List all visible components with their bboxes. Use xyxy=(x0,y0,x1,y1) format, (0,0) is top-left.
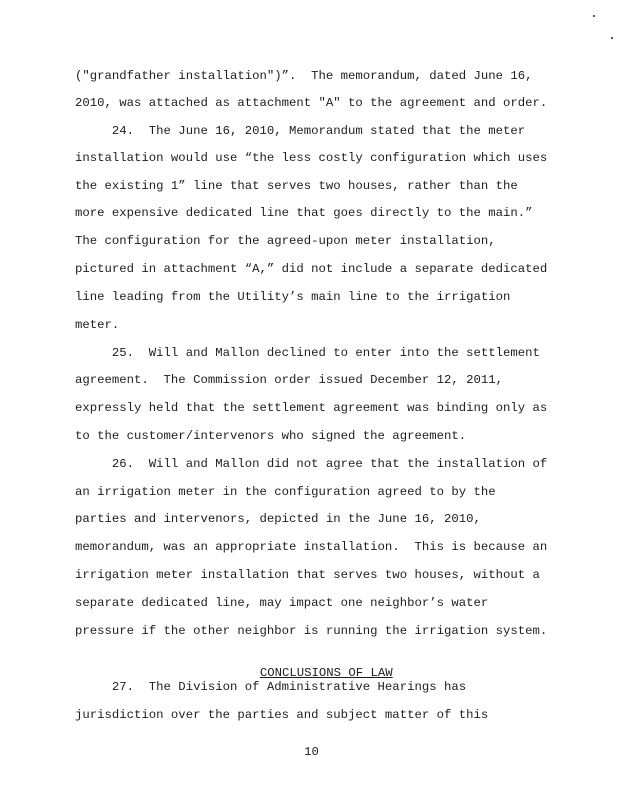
paragraph-27-start: 27. The Division of Administrative Hearings has xyxy=(75,680,467,694)
section-heading-text: CONCLUSIONS OF LAW xyxy=(259,666,393,680)
body-line: expressly held that the settlement agreement was binding only as xyxy=(75,401,548,415)
body-line: the existing 1” line that serves two houses, rather than the xyxy=(75,179,518,193)
body-line: parties and intervenors, depicted in the June 16, 2010, xyxy=(75,512,481,526)
paragraph-24-start: 24. The June 16, 2010, Memorandum stated that the meter xyxy=(75,124,526,138)
body-line: meter. xyxy=(75,318,120,332)
body-line: installation would use “the less costly configuration which uses xyxy=(75,151,548,165)
paragraph-25-start: 25. Will and Mallon declined to enter into the settlement xyxy=(75,346,540,360)
scan-mark xyxy=(611,37,613,39)
body-line: ("grandfather installation")”. The memorandum, dated June 16, xyxy=(75,69,533,83)
page-number: 10 xyxy=(304,745,319,759)
body-line: pictured in attachment “A,” did not include a separate dedicated xyxy=(75,262,548,276)
body-line: pressure if the other neighbor is running the irrigation system. xyxy=(75,624,548,638)
body-line: agreement. The Commission order issued December 12, 2011, xyxy=(75,373,504,387)
scan-mark xyxy=(593,15,595,17)
body-line: irrigation meter installation that serves two houses, without a xyxy=(75,568,540,582)
body-line: The configuration for the agreed-upon meter installation, xyxy=(75,234,496,248)
body-line: more expensive dedicated line that goes directly to the main.” xyxy=(75,206,533,220)
body-line: to the customer/intervenors who signed the agreement. xyxy=(75,429,467,443)
paragraph-26-start: 26. Will and Mallon did not agree that the installation of xyxy=(75,457,548,471)
body-line: 2010, was attached as attachment "A" to the agreement and order. xyxy=(75,96,548,110)
body-line: separate dedicated line, may impact one neighbor’s water xyxy=(75,596,489,610)
body-line: line leading from the Utility’s main line to the irrigation xyxy=(75,290,511,304)
body-line: memorandum, was an appropriate installation. This is because an xyxy=(75,540,548,554)
body-line: an irrigation meter in the configuration agreed to by the xyxy=(75,485,496,499)
body-line: jurisdiction over the parties and subject matter of this xyxy=(75,708,489,722)
